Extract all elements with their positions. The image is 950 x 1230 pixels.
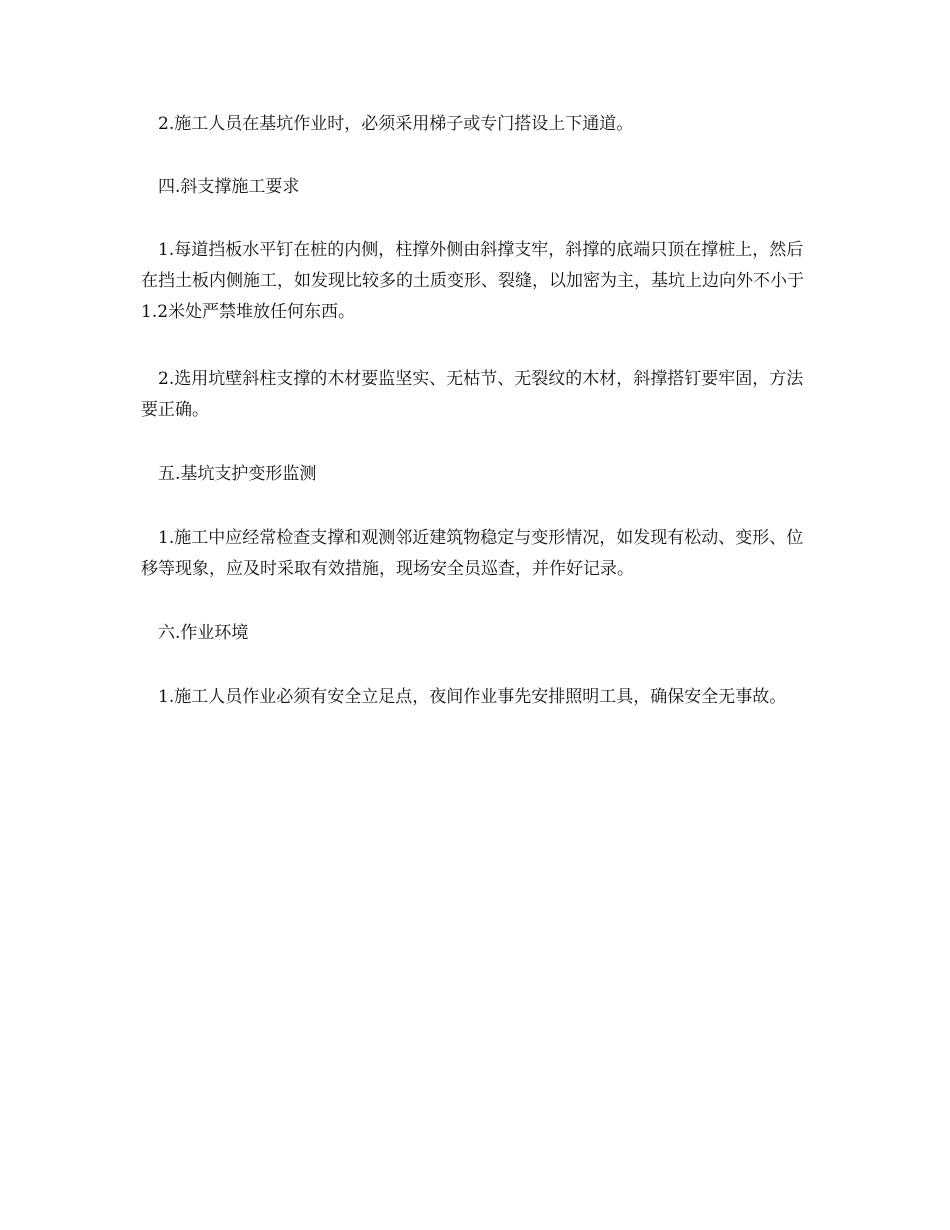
section-heading-deformation-monitoring: 五.基坑支护变形监测 — [158, 464, 317, 484]
paragraph-baffle-nailing: 1.每道挡板水平钉在桩的内侧，柱撑外侧由斜撑支牢，斜撑的底端只顶在撑桩上，然后在挡土板内侧施工，如发现比较多的土质变形、裂缝，以加密为主，基坑上边向外不小于1.2米处严禁堆放任何东西。 — [141, 240, 804, 322]
paragraph-timber-selection: 2.选用坑壁斜柱支撑的木材要监坚实、无枯节、无裂纹的木材，斜撑搭钉要牢固，方法要正确。 — [141, 369, 804, 420]
section-heading-diagonal-bracing: 四.斜支撑施工要求 — [158, 177, 300, 197]
paragraph-inspection-records: 1.施工中应经常检查支撑和观测邻近建筑物稳定与变形情况，如发现有松动、变形、位移等现象，应及时采取有效措施，现场安全员巡查，并作好记录。 — [141, 528, 804, 579]
paragraph-footing-lighting: 1.施工人员作业必须有安全立足点，夜间作业事先安排照明工具，确保安全无事故。 — [158, 687, 787, 707]
section-heading-work-environment: 六.作业环境 — [158, 623, 249, 643]
paragraph-access-passage: 2.施工人员在基坑作业时，必须采用梯子或专门搭设上下通道。 — [158, 114, 634, 134]
